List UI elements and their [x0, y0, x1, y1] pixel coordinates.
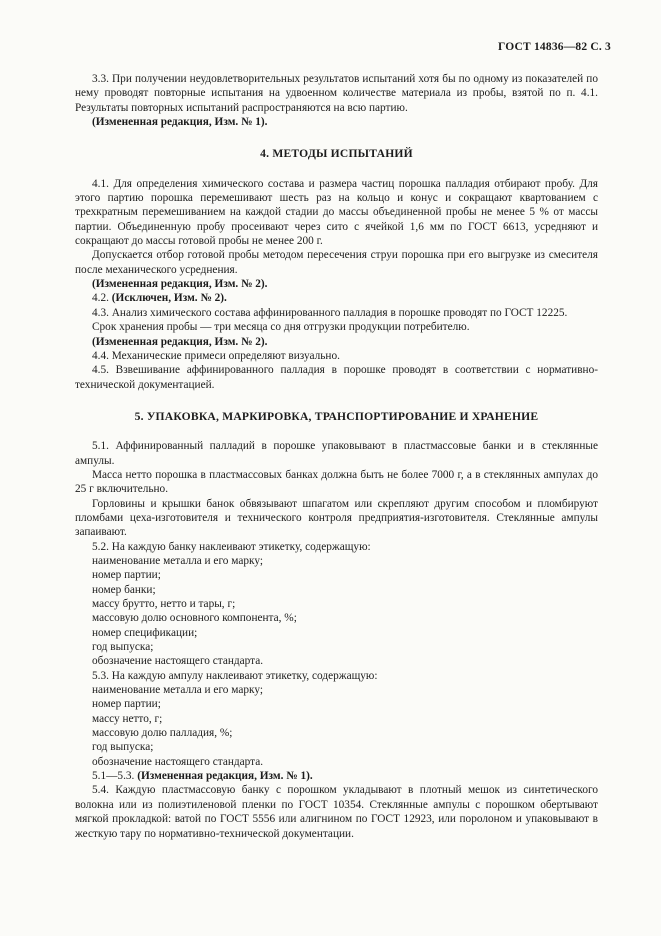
- paragraph-5-1-b: Масса нетто порошка в пластмассовых банках должна быть не более 7000 г, а в стеклянных ампулах до 25 г включительно.: [75, 468, 598, 496]
- page-header: ГОСТ 14836—82 С. 3: [498, 41, 611, 53]
- excluded-note: (Исключен, Изм. № 2).: [111, 292, 227, 305]
- paragraph-4-2: [75, 291, 598, 305]
- document-body: [75, 72, 598, 841]
- list-item: обозначение настоящего стандарта.: [92, 755, 264, 768]
- list-item: номер банки;: [92, 583, 156, 596]
- edit-note: (Измененная редакция, Изм. № 2).: [92, 335, 268, 348]
- edit-note: (Измененная редакция, Изм. № 1).: [92, 116, 268, 129]
- list-item: массу нетто, г;: [92, 712, 163, 725]
- list-item: номер партии;: [92, 698, 161, 711]
- list-item: массовую долю основного компонента, %;: [92, 612, 297, 625]
- label-contents-list-5-2: [75, 554, 598, 669]
- section-4-title: 4. МЕТОДЫ ИСПЫТАНИЙ: [260, 147, 413, 161]
- edit-note-5: [75, 769, 598, 783]
- paragraph-5-3: 5.3. На каждую ампулу наклеивают этикетку, содержащую:: [92, 669, 378, 682]
- list-item: массовую долю палладия, %;: [92, 727, 233, 740]
- section-5-title: 5. УПАКОВКА, МАРКИРОВКА, ТРАНСПОРТИРОВАНИЕ И ХРАНЕНИЕ: [134, 409, 539, 423]
- list-item: обозначение настоящего стандарта.: [92, 655, 264, 668]
- list-item: массу брутто, нетто и тары, г;: [92, 598, 236, 610]
- paragraph-4-1: 4.1. Для определения химического состава и размера частиц порошка палладия отбирают пробу. Для этого партию порошка перемешивают шесть раз на кольцо и конус и сокращают квартованием с трехкратным перемешиванием на каждой стадии до массы объединенной пробы не менее 5 % от массы партии. Объединенную пробу просеивают через сито с ячейкой 1,6 мм по ГОСТ 6613, усредняют и сокращают до массы готовой пробы не менее 200 г.: [75, 177, 598, 248]
- list-item: наименование металла и его марку;: [92, 554, 263, 567]
- paragraph-3-3: 3.3. При получении неудовлетворительных результатов испытаний хотя бы по одному из показателей по нему проводят повторные испытания на удвоенном количестве материала из пробы, взятой по п. 4.1. Результаты повторных испытаний распространяются на всю партию.: [75, 73, 598, 114]
- paragraph-5-1: 5.1. Аффинированный палладий в порошке упаковывают в пластмассовые банки и в стеклянные ампулы.: [75, 440, 598, 467]
- label-contents-list-5-3: [75, 683, 598, 769]
- paragraph-5-1-c: Горловины и крышки банок обвязывают шпагатом или скрепляют другим способом и пломбируют пломбами цеха-изготовителя и технического контроля предприятия-изготовителя. Стеклянные ампулы запаивают.: [75, 497, 598, 539]
- list-item: наименование металла и его марку;: [92, 684, 263, 697]
- paragraph-4-1-b: Допускается отбор готовой пробы методом пересечения струи порошка при его выгрузке из смесителя после механического усреднения.: [75, 249, 598, 276]
- paragraph-number: 4.2.: [92, 292, 109, 305]
- list-item: номер партии;: [92, 569, 161, 582]
- paragraph-4-4: 4.4. Механические примеси определяют визуально.: [92, 349, 340, 362]
- paragraph-4-3: 4.3. Анализ химического состава аффинированного палладия в порошке проводят по ГОСТ 12225.: [92, 306, 568, 319]
- paragraph-5-4: 5.4. Каждую пластмассовую банку с порошком укладывают в плотный мешок из синтетического волокна или из полиэтиленовой пленки по ГОСТ 10354. Стеклянные ампулы с порошком обертывают мягкой прокладкой: ватой по ГОСТ 5556 или алигнином по ГОСТ 12923, или поролоном и упаковывают в жесткую тару по нормативно-технической документации.: [75, 784, 598, 840]
- paragraph-number: 5.1—5.3.: [92, 770, 135, 783]
- paragraph-4-5: 4.5. Взвешивание аффинированного палладия в порошке проводят в соответствии с нормативно-технической документацией.: [75, 364, 598, 391]
- list-item: год выпуска;: [92, 641, 154, 654]
- paragraph-5-2: 5.2. На каждую банку наклеивают этикетку, содержащую:: [92, 540, 371, 553]
- paragraph-4-3-b: Срок хранения пробы — три месяца со дня отгрузки продукции потребителю.: [92, 321, 470, 334]
- list-item: год выпуска;: [92, 741, 154, 754]
- edit-note-text: (Измененная редакция, Изм. № 1).: [137, 770, 313, 783]
- edit-note: (Измененная редакция, Изм. № 2).: [92, 278, 268, 291]
- list-item: номер спецификации;: [92, 626, 198, 639]
